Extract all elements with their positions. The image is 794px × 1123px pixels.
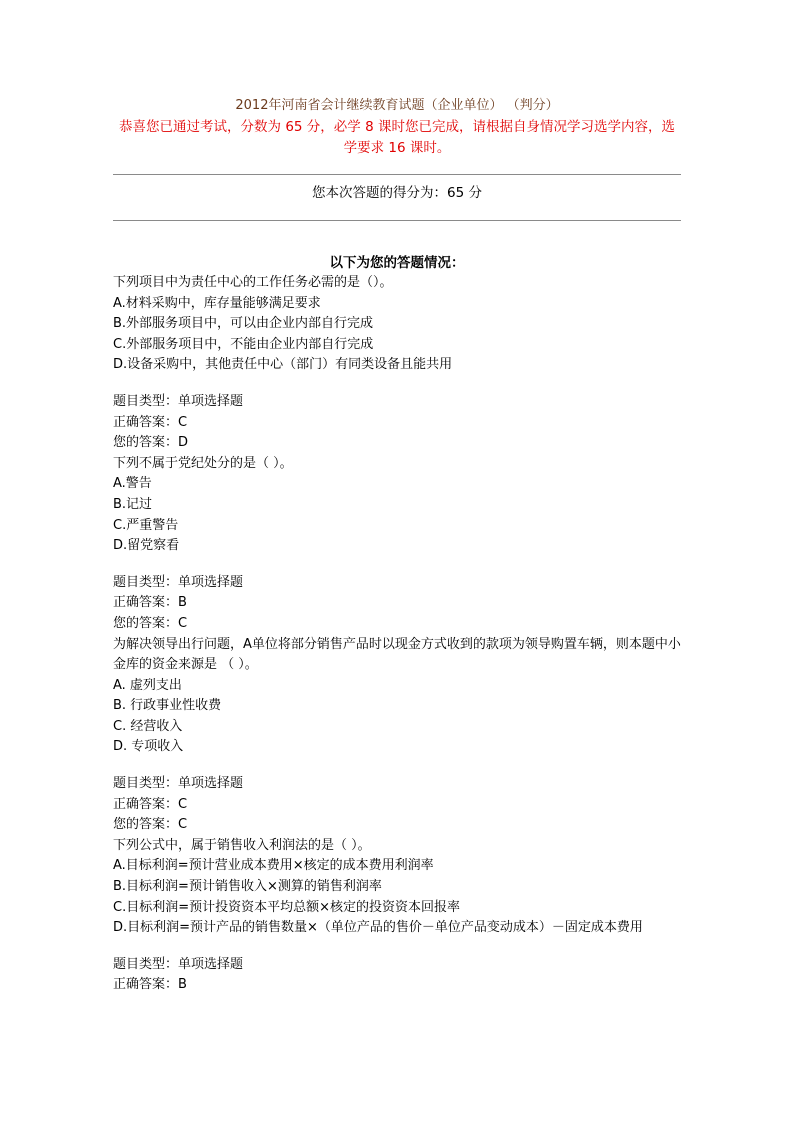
option-b: B.目标利润=预计销售收入×测算的销售利润率 — [113, 879, 382, 895]
question-item — [113, 273, 681, 454]
question-stem: 下列项目中为责任中心的工作任务必需的是（）。 — [113, 275, 393, 290]
your-answer: 您的答案：C — [113, 817, 188, 833]
option-c: C.严重警告 — [113, 517, 179, 533]
answer-info — [113, 774, 681, 836]
correct-answer: 正确答案：B — [113, 977, 187, 993]
option-d: D. 专项收入 — [113, 739, 184, 755]
answer-info — [113, 955, 681, 996]
document-title: 2012年河南省会计继续教育试题（企业单位） （判分） — [235, 98, 559, 113]
question-item — [113, 836, 681, 996]
question-type: 题目类型：单项选择题 — [113, 776, 244, 792]
option-b: B. 行政事业性收费 — [113, 698, 222, 714]
question-stem: 下列不属于党纪处分的是（ ）。 — [113, 455, 293, 471]
question-stem: 下列公式中，属于销售收入利润法的是（ ）。 — [113, 837, 371, 853]
question-item — [113, 454, 681, 635]
top-divider — [113, 174, 681, 175]
option-a: A.警告 — [113, 476, 152, 492]
question-item — [113, 635, 681, 836]
congratulation-message: 恭喜您已通过考试，分数为 65 分，必学 8 课时您已完成，请根据自身情况学习选学内容，选学要求 16 课时。 — [119, 119, 675, 156]
score-line: 您本次答题的得分为：65 分 — [312, 185, 482, 201]
correct-answer: 正确答案：C — [113, 796, 188, 812]
question-stem: 为解决领导出行问题，A单位将部分销售产品时以现金方式收到的款项为领导购置车辆，则本题中小金库的资金来源是 （ ）。 — [113, 636, 681, 673]
question-options — [113, 294, 681, 376]
answer-info — [113, 573, 681, 635]
question-type: 题目类型：单项选择题 — [113, 956, 244, 972]
question-options — [113, 474, 681, 556]
option-d: D.目标利润=预计产品的销售数量×（单位产品的售价－单位产品变动成本）－固定成本费用 — [113, 920, 643, 936]
option-c: C.目标利润=预计投资资本平均总额×核定的投资资本回报率 — [113, 899, 460, 915]
document-page — [113, 96, 681, 996]
bottom-divider — [113, 220, 681, 221]
option-a: A.目标利润=预计营业成本费用×核定的成本费用利润率 — [113, 858, 434, 874]
option-a: A.材料采购中，库存量能够满足要求 — [113, 295, 321, 311]
results-heading: 以下为您的答题情况： — [329, 255, 465, 271]
answer-info — [113, 392, 681, 454]
option-d: D.设备采购中，其他责任中心（部门）有同类设备且能共用 — [113, 357, 453, 373]
option-d: D.留党察看 — [113, 538, 180, 554]
option-b: B.记过 — [113, 496, 153, 512]
option-a: A. 虚列支出 — [113, 677, 182, 693]
question-type: 题目类型：单项选择题 — [113, 574, 244, 590]
correct-answer: 正确答案：C — [113, 414, 188, 430]
question-options — [113, 676, 681, 758]
option-b: B.外部服务项目中，可以由企业内部自行完成 — [113, 316, 374, 332]
question-type: 题目类型：单项选择题 — [113, 393, 244, 409]
correct-answer: 正确答案：B — [113, 595, 187, 611]
option-c: C. 经营收入 — [113, 718, 183, 734]
question-options — [113, 856, 681, 938]
your-answer: 您的答案：D — [113, 435, 189, 451]
your-answer: 您的答案：C — [113, 615, 188, 631]
option-c: C.外部服务项目中，不能由企业内部自行完成 — [113, 336, 374, 352]
